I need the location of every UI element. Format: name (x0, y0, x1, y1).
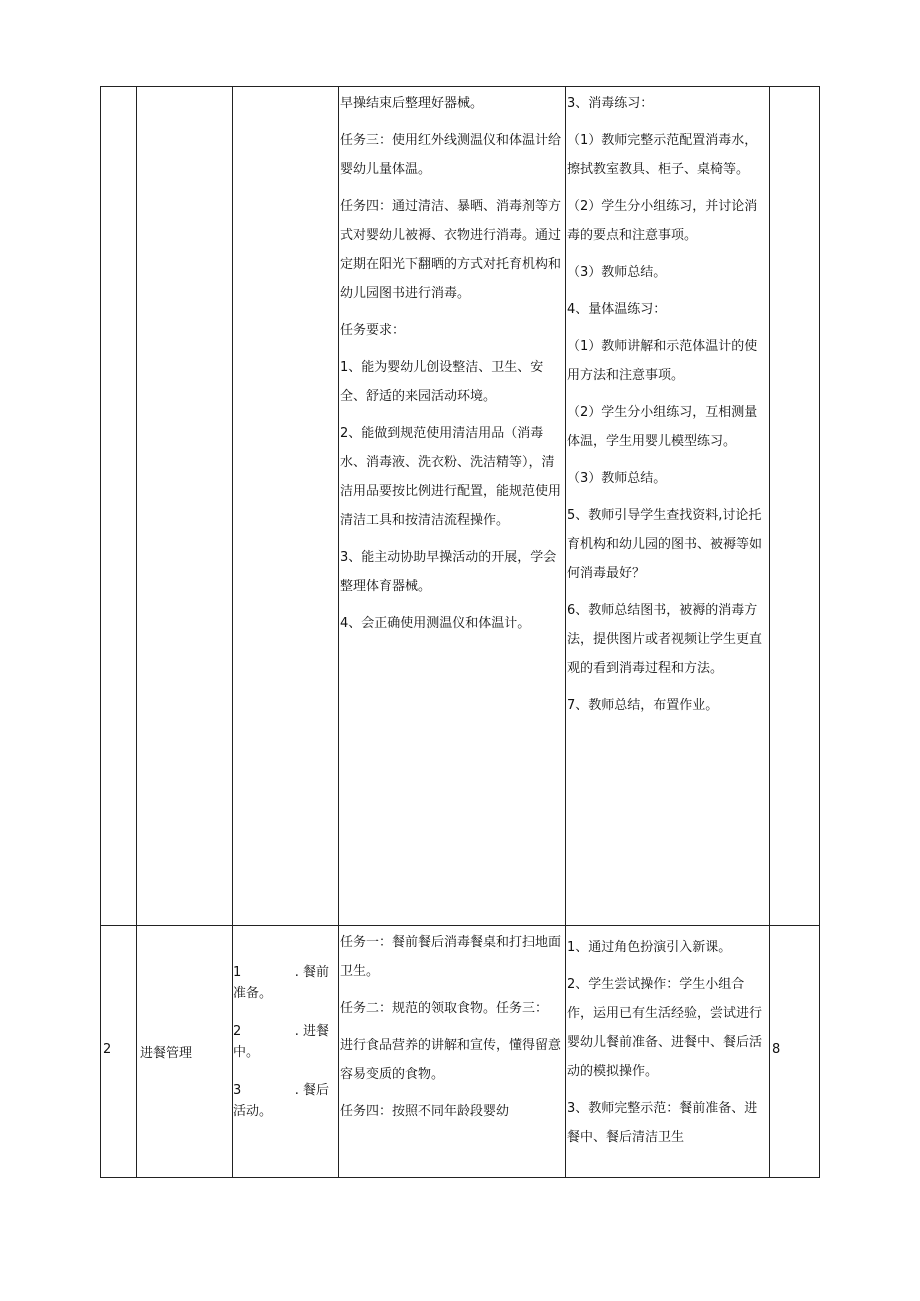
subtask-title-end: 活动。 (233, 1104, 273, 1119)
process-text: （1）教师讲解和示范体温计的使用方法和注意事项。 (567, 339, 758, 383)
subtask-title-start: . 餐前 (294, 965, 329, 980)
process-text: （2）学生分小组练习，并讨论消毒的要点和注意事项。 (567, 199, 758, 243)
task-text: 进行食品营养的讲解和宣传，懂得留意容易变质的食物。 (340, 1038, 562, 1082)
col-border-4 (565, 86, 566, 1178)
process-text: 1、通过角色扮演引入新课。 (567, 940, 732, 955)
table-bottom-border (100, 1177, 820, 1178)
class-hours: 8 (772, 1042, 781, 1057)
subtask-item (233, 1080, 329, 1122)
process-text: 5、教师引导学生查找资料,讨论托育机构和幼儿园的图书、被褥等如何消毒最好？ (567, 508, 763, 581)
subtask-number: 1 (233, 965, 242, 980)
task-text: 1、能为婴幼儿创设整洁、卫生、安全、舒适的来园活动环境。 (340, 360, 544, 404)
task-text: 4、会正确使用测温仪和体温计。 (340, 616, 531, 631)
task-text: 任务二：规范的领取食物。任务三： (340, 1001, 549, 1016)
task-text: 3、能主动协助早操活动的开展，学会整理体育器械。 (340, 550, 557, 594)
process-text: （2）学生分小组练习，互相测量体温，学生用婴儿模型练习。 (567, 405, 758, 449)
process-text: 3、消毒练习： (567, 96, 654, 111)
process-text: （1）教师完整示范配置消毒水，擦拭教室教具、柜子、桌椅等。 (567, 133, 758, 177)
table-top-border (100, 86, 820, 87)
task-content-cell (340, 89, 564, 646)
task-text: 任务三：使用红外线测温仪和体温计给婴幼儿量体温。 (340, 133, 562, 177)
subtask-number: 3 (233, 1083, 242, 1098)
task-text: 任务要求： (340, 323, 406, 338)
process-text: 6、教师总结图书，被褥的消毒方法，提供图片或者视频让学生更直观的看到消毒过程和方法。 (567, 603, 763, 676)
process-text: 7、教师总结，布置作业。 (567, 698, 719, 713)
row-number: 2 (103, 1042, 112, 1057)
module-name: 进餐管理 (140, 1046, 193, 1061)
process-text: 3、教师完整示范：餐前准备、进餐中、餐后清洁卫生 (567, 1101, 758, 1145)
task-text: 早操结束后整理好器械。 (340, 96, 484, 111)
row-divider (100, 925, 820, 926)
process-text: （3）教师总结。 (567, 265, 667, 280)
process-text: 4、量体温练习： (567, 302, 667, 317)
teaching-process-cell (567, 933, 769, 1160)
task-text: 2、能做到规范使用清洁用品（消毒水、消毒液、洗衣粉、洗洁精等），清洁用品要按比例进行配置，能规范使用清洁工具和按清洁流程操作。 (340, 426, 562, 528)
task-content-cell (340, 928, 564, 1134)
col-border-2 (232, 86, 233, 1178)
teaching-process-cell (567, 89, 769, 728)
col-border-6 (819, 86, 820, 1178)
subtask-title-end: 准备。 (233, 986, 273, 1001)
col-border-5 (769, 86, 770, 1178)
subtask-title-start: . 进餐 (294, 1024, 329, 1039)
task-text: 任务一：餐前餐后消毒餐桌和打扫地面卫生。 (340, 935, 562, 979)
col-border-0 (100, 86, 101, 1178)
task-text: 任务四：按照不同年龄段婴幼 (340, 1104, 510, 1119)
col-border-3 (338, 86, 339, 1178)
subtask-item (233, 1021, 329, 1063)
subtask-number: 2 (233, 1024, 242, 1039)
subtask-title-start: . 餐后 (294, 1083, 329, 1098)
process-text: （3）教师总结。 (567, 471, 667, 486)
subtask-item (233, 962, 329, 1004)
subtask-title-end: 中。 (233, 1045, 260, 1060)
task-text: 任务四：通过清洁、暴晒、消毒剂等方式对婴幼儿被褥、衣物进行消毒。通过定期在阳光下翻晒的方式对托育机构和幼儿园图书进行消毒。 (340, 199, 562, 301)
col-border-1 (136, 86, 137, 1178)
process-text: 2、学生尝试操作：学生小组合作，运用已有生活经验，尝试进行婴幼儿餐前准备、进餐中、餐后活动的模拟操作。 (567, 977, 763, 1079)
